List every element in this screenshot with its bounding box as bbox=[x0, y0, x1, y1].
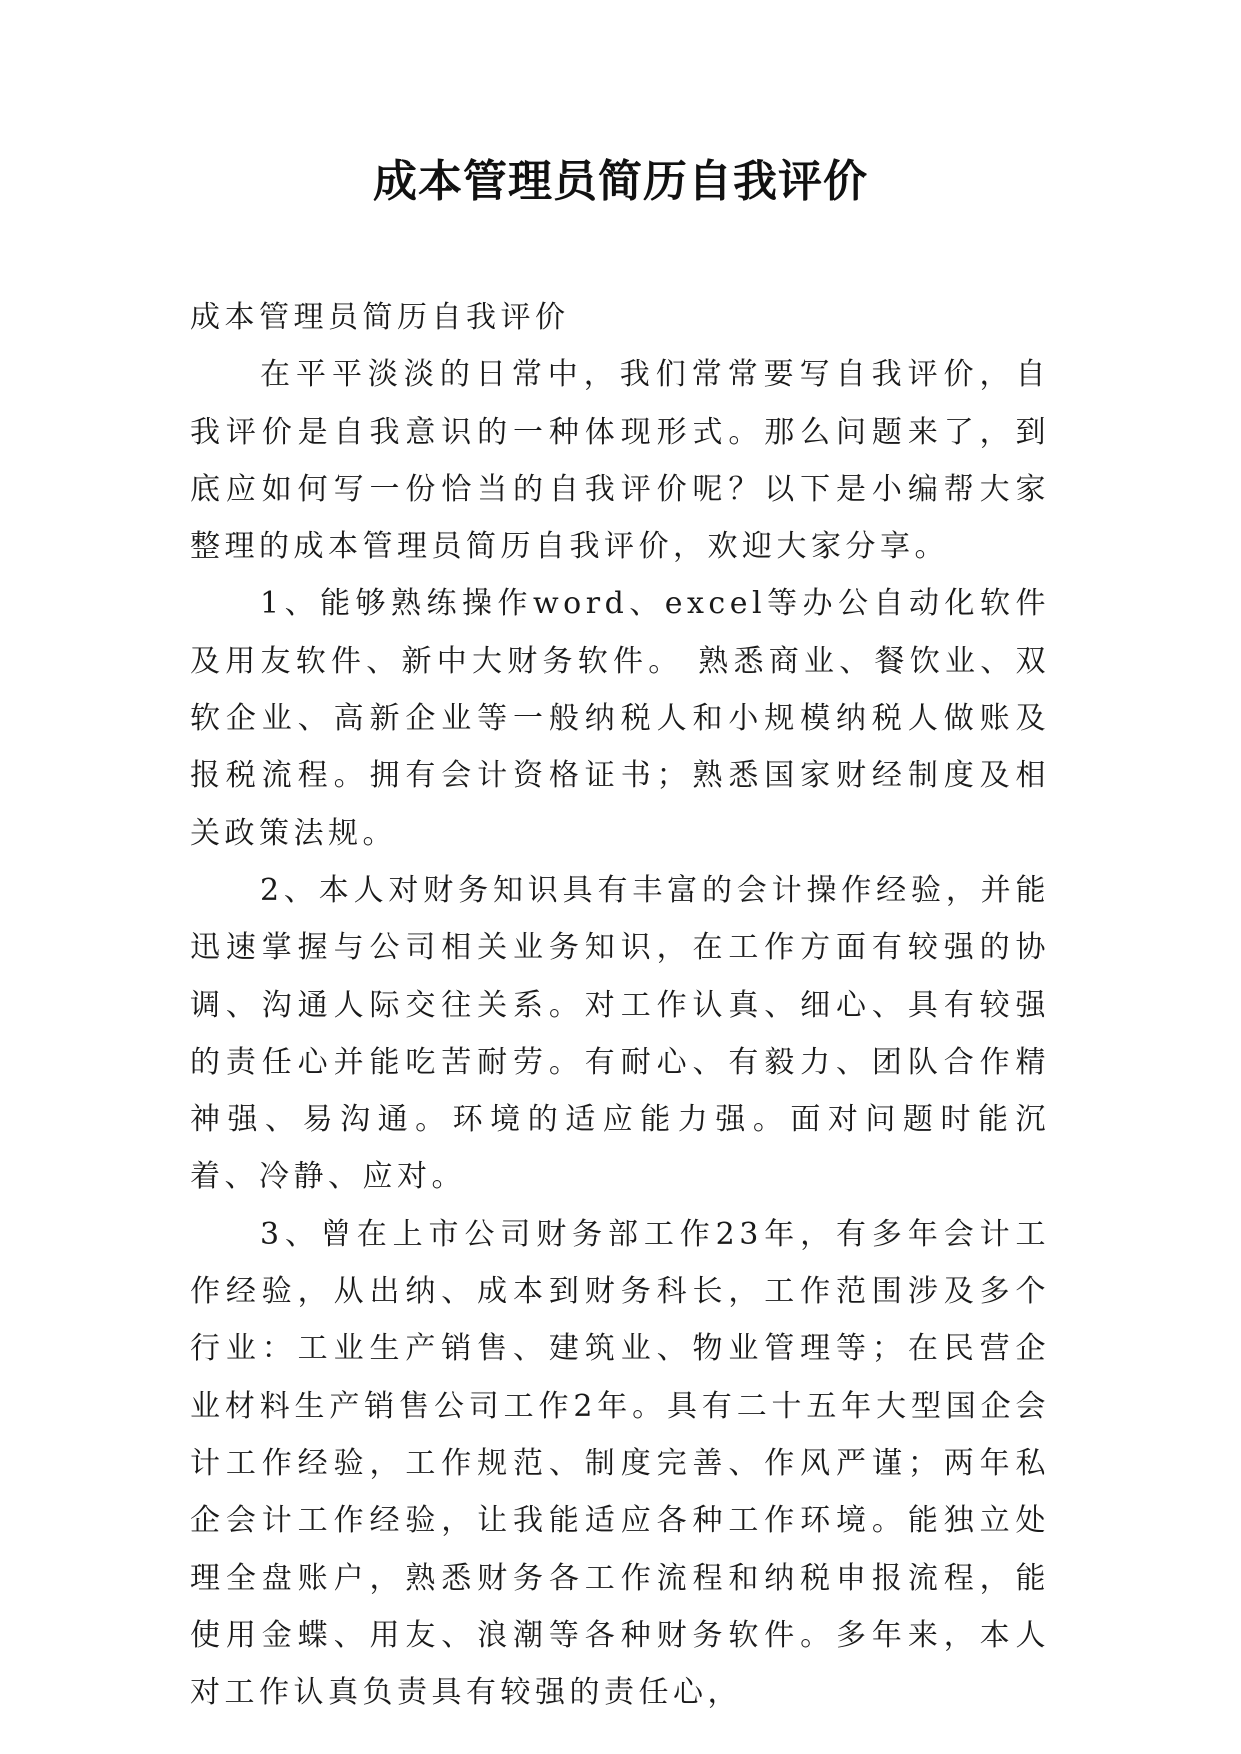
paragraph-2: 2、本人对财务知识具有丰富的会计操作经验，并能迅速掌握与公司相关业务知识，在工作方面有较强的协调、沟通人际交往关系。对工作认真、细心、具有较强的责任心并能吃苦耐劳。有耐心、有毅力、团队合作精神强、易沟通。环境的适应能力强。面对问题时能沉着、冷静、应对。 bbox=[190, 872, 1050, 1195]
paragraph-3: 3、曾在上市公司财务部工作23年，有多年会计工作经验，从出纳、成本到财务科长，工作范围涉及多个行业：工业生产销售、建筑业、物业管理等；在民营企业材料生产销售公司工作2年。具有二十五年大型国企会计工作经验，工作规范、制度完善、作风严谨；两年私企会计工作经验，让我能适应各种工作环境。能独立处理全盘账户，熟悉财务各工作流程和纳税申报流程，能使用金蝶、用友、浪潮等各种财务软件。多年来，本人对工作认真负责具有较强的责任心， bbox=[190, 1216, 1050, 1711]
document-subtitle: 成本管理员简历自我评价 bbox=[190, 300, 570, 335]
document-title: 成本管理员简历自我评价 bbox=[373, 156, 868, 207]
document-body bbox=[190, 289, 1050, 1721]
intro-paragraph: 在平平淡淡的日常中，我们常常要写自我评价，自我评价是自我意识的一种体现形式。那么问题来了，到底应如何写一份恰当的自我评价呢？以下是小编帮大家整理的成本管理员简历自我评价，欢迎大家分享。 bbox=[190, 357, 1050, 565]
paragraph-1: 1、能够熟练操作word、excel等办公自动化软件及用友软件、新中大财务软件。 熟悉商业、餐饮业、双软企业、高新企业等一般纳税人和小规模纳税人做账及报税流程。拥有会计资格证书；熟悉国家财经制度及相关政策法规。 bbox=[190, 586, 1050, 851]
